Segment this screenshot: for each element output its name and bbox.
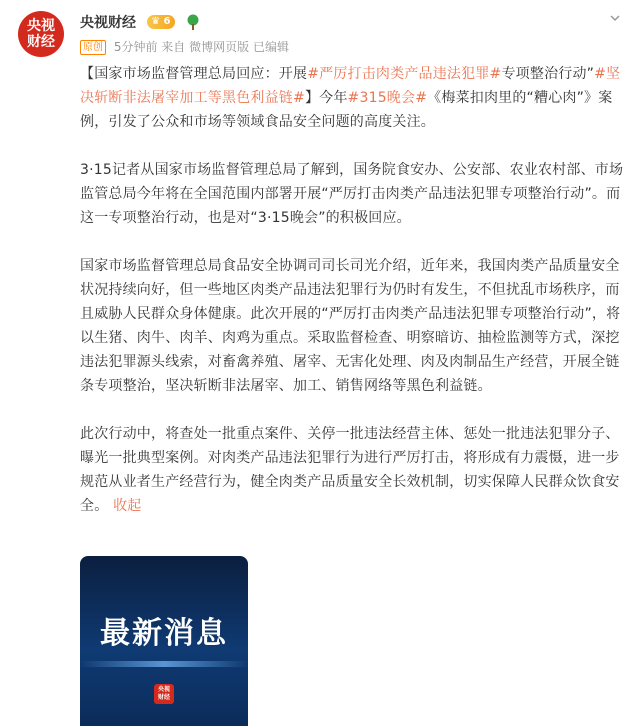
card-logo xyxy=(154,684,174,704)
avatar[interactable] xyxy=(18,11,64,57)
paragraph-4 xyxy=(80,422,625,518)
post-header xyxy=(80,11,603,55)
hashtag-link[interactable]: #315晚会# xyxy=(347,90,428,106)
text-segment: 】今年 xyxy=(304,90,348,106)
post-content xyxy=(80,62,625,542)
vip-level: 6 xyxy=(163,15,171,27)
card-title: 最新消息 xyxy=(100,616,228,651)
origin-tag: 原创 xyxy=(80,40,106,55)
paragraph-1 xyxy=(80,62,625,134)
collapse-link[interactable]: 收起 xyxy=(113,498,142,514)
tree-icon[interactable] xyxy=(186,14,200,30)
paragraph-2: 3·15记者从国家市场监督管理总局了解到，国务院食安办、公安部、农业农村部、市场监管总局今年将在全国范围内部署开展“严厉打击肉类产品违法犯罪专项整治行动”。而这一专项整治行动，也是对“3·15晚会”的积极回应。 xyxy=(80,162,624,226)
card-logo-top: 央视 xyxy=(157,686,170,693)
edited-label[interactable]: 已编辑 xyxy=(252,39,289,54)
card-glow-line xyxy=(80,661,248,667)
avatar-text-bottom: 财经 xyxy=(27,34,55,50)
image-card[interactable] xyxy=(80,556,248,726)
post-time[interactable]: 5分钟前 xyxy=(113,39,158,54)
text-segment: 此次行动中，将查处一批重点案件、关停一批违法经营主体、惩处一批违法犯罪分子、曝光一批典型案例。对肉类产品违法犯罪行为进行严厉打击，将形成有力震慑，进一步规范从业者生产经营行为，健全肉类产品质量安全长效机制，切实保障人民群众饮食安全。 xyxy=(80,426,620,514)
vip-badge[interactable] xyxy=(147,15,174,29)
crown-icon: ♛ xyxy=(151,15,161,27)
chevron-down-icon[interactable] xyxy=(609,12,621,24)
hashtag-link[interactable]: #坚决斩断非法屠宰加工等黑色利益链# xyxy=(80,66,621,106)
hashtag-link[interactable]: #严厉打击肉类产品违法犯罪# xyxy=(307,66,502,82)
post-meta xyxy=(80,38,603,55)
username-link[interactable]: 央视财经 xyxy=(80,14,136,31)
avatar-text-top: 央视 xyxy=(27,18,55,34)
paragraph-3: 国家市场监督管理总局食品安全协调司司长司光介绍，近年来，我国肉类产品质量安全状况持续向好，但一些地区肉类产品违法犯罪行为仍时有发生，不但扰乱市场秩序，而且威胁人民群众身体健康。此次开展的“严厉打击肉类产品违法犯罪专项整治行动”，将以生猪、肉牛、肉羊、肉鸡为重点。采取监督检查、明察暗访、抽检监测等方式，深挖违法犯罪源头线索，对畜禽养殖、屠宰、无害化处理、肉及肉制品生产经营，开展全链条专项整治，坚决斩断非法屠宰、加工、销售网络等黑色利益链。 xyxy=(80,258,621,394)
card-logo-bottom: 财经 xyxy=(157,694,170,701)
text-segment: 专项整治行动” xyxy=(501,66,595,82)
post-source: 来自 微博网页版 xyxy=(161,39,250,54)
text-segment: 《梅菜扣肉里的“糟心肉”》案例，引发了公众和市场等领域食品安全问题的高度关注。 xyxy=(80,90,613,130)
text-segment: 【国家市场监督管理总局回应：开展 xyxy=(80,66,308,82)
